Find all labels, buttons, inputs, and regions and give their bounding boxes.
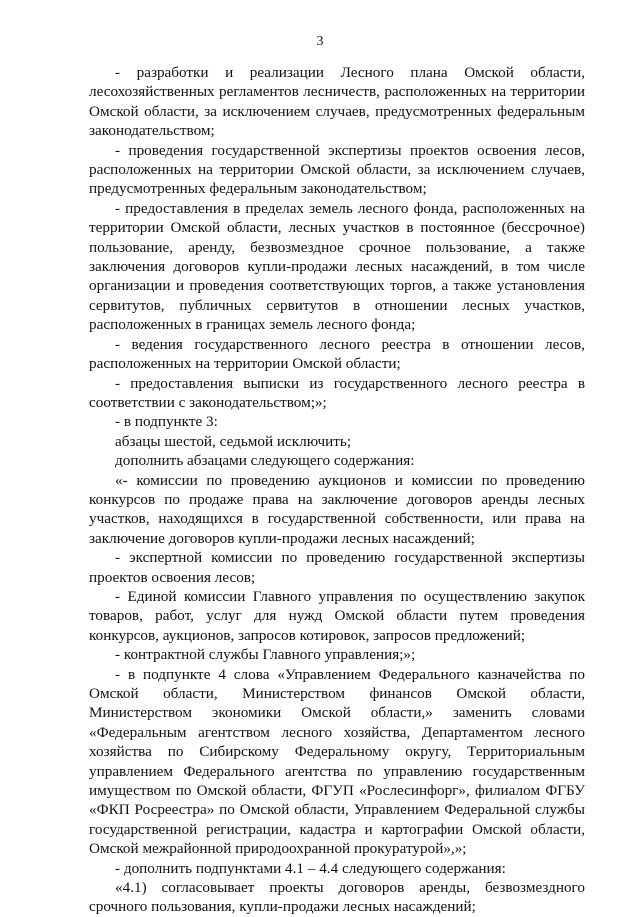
paragraph: - в подпункте 4 слова «Управлением Федерального казначейства по Омской области, Министерством финансов Омской области, Министерством экономики Омской области,» заменить словами «Федеральным агентством лесного хозяйства, Департаментом лесного хозяйства по Сибирскому Федеральному округу, Территориальным управлением Федерального агентства по управлению государственным имуществом по Омской области, ФГУП «Рослесинфорг», филиалом ФГБУ «ФКП Росреестра» по Омской области, Управлением Федеральной службы государственной регистрации, кадастра и картографии Омской области, Омской межрайонной природоохранной прокуратурой»,»; xyxy=(89,665,585,858)
paragraph: «4.1) согласовывает проекты договоров аренды, безвозмездного срочного пользования, купли-продажи лесных насаждений; xyxy=(89,879,585,916)
paragraph: абзацы шестой, седьмой исключить; xyxy=(115,432,352,450)
paragraph: - предоставления выписки из государственного лесного реестра в соответствии с законодательством;»; xyxy=(89,374,585,411)
paragraph: - ведения государственного лесного реестра в отношении лесов, расположенных на территории Омской области; xyxy=(89,335,585,373)
paragraph: дополнить абзацами следующего содержания: xyxy=(115,452,415,470)
document-body xyxy=(89,63,585,917)
paragraph: - разработки и реализации Лесного плана Омской области, лесохозяйственных регламентов лесничеств, расположенных на территории Омской области, за исключением случаев, предусмотренных федеральным законодательством; xyxy=(89,64,585,140)
paragraph: - проведения государственной экспертизы проектов освоения лесов, расположенных на территории Омской области, за исключением случаев, предусмотренных федеральным законодательством; xyxy=(89,141,585,198)
paragraph: «- комиссии по проведению аукционов и комиссии по проведению конкурсов по продаже права на заключение договоров аренды лесных участков, находящихся в государственной собственности, или права на заключение договоров купли-продажи лесных насаждений; xyxy=(89,471,585,547)
paragraph: - предоставления в пределах земель лесного фонда, расположенных на территории Омской области, лесных участков в постоянное (бессрочное) пользование, аренду, безвозмездное срочное пользование, а также заключения договоров купли-продажи лесных насаждений, в том числе организации и проведения соответствующих торгов, а также установления сервитутов, публичных сервитутов в отношении лесных участков, расположенных в границах земель лесного фонда; xyxy=(89,199,585,334)
paragraph: - экспертной комиссии по проведению государственной экспертизы проектов освоения лесов; xyxy=(89,549,585,586)
paragraph: - контрактной службы Главного управления;»; xyxy=(115,646,416,664)
paragraph: - Единой комиссии Главного управления по осуществлению закупок товаров, работ, услуг для нужд Омской области путем проведения конкурсов, аукционов, запросов котировок, запросов предложений; xyxy=(89,587,585,644)
page-number: 3 xyxy=(316,34,324,49)
paragraph: - в подпункте 3: xyxy=(115,413,218,431)
paragraph: - дополнить подпунктами 4.1 – 4.4 следующего содержания: xyxy=(115,859,506,877)
